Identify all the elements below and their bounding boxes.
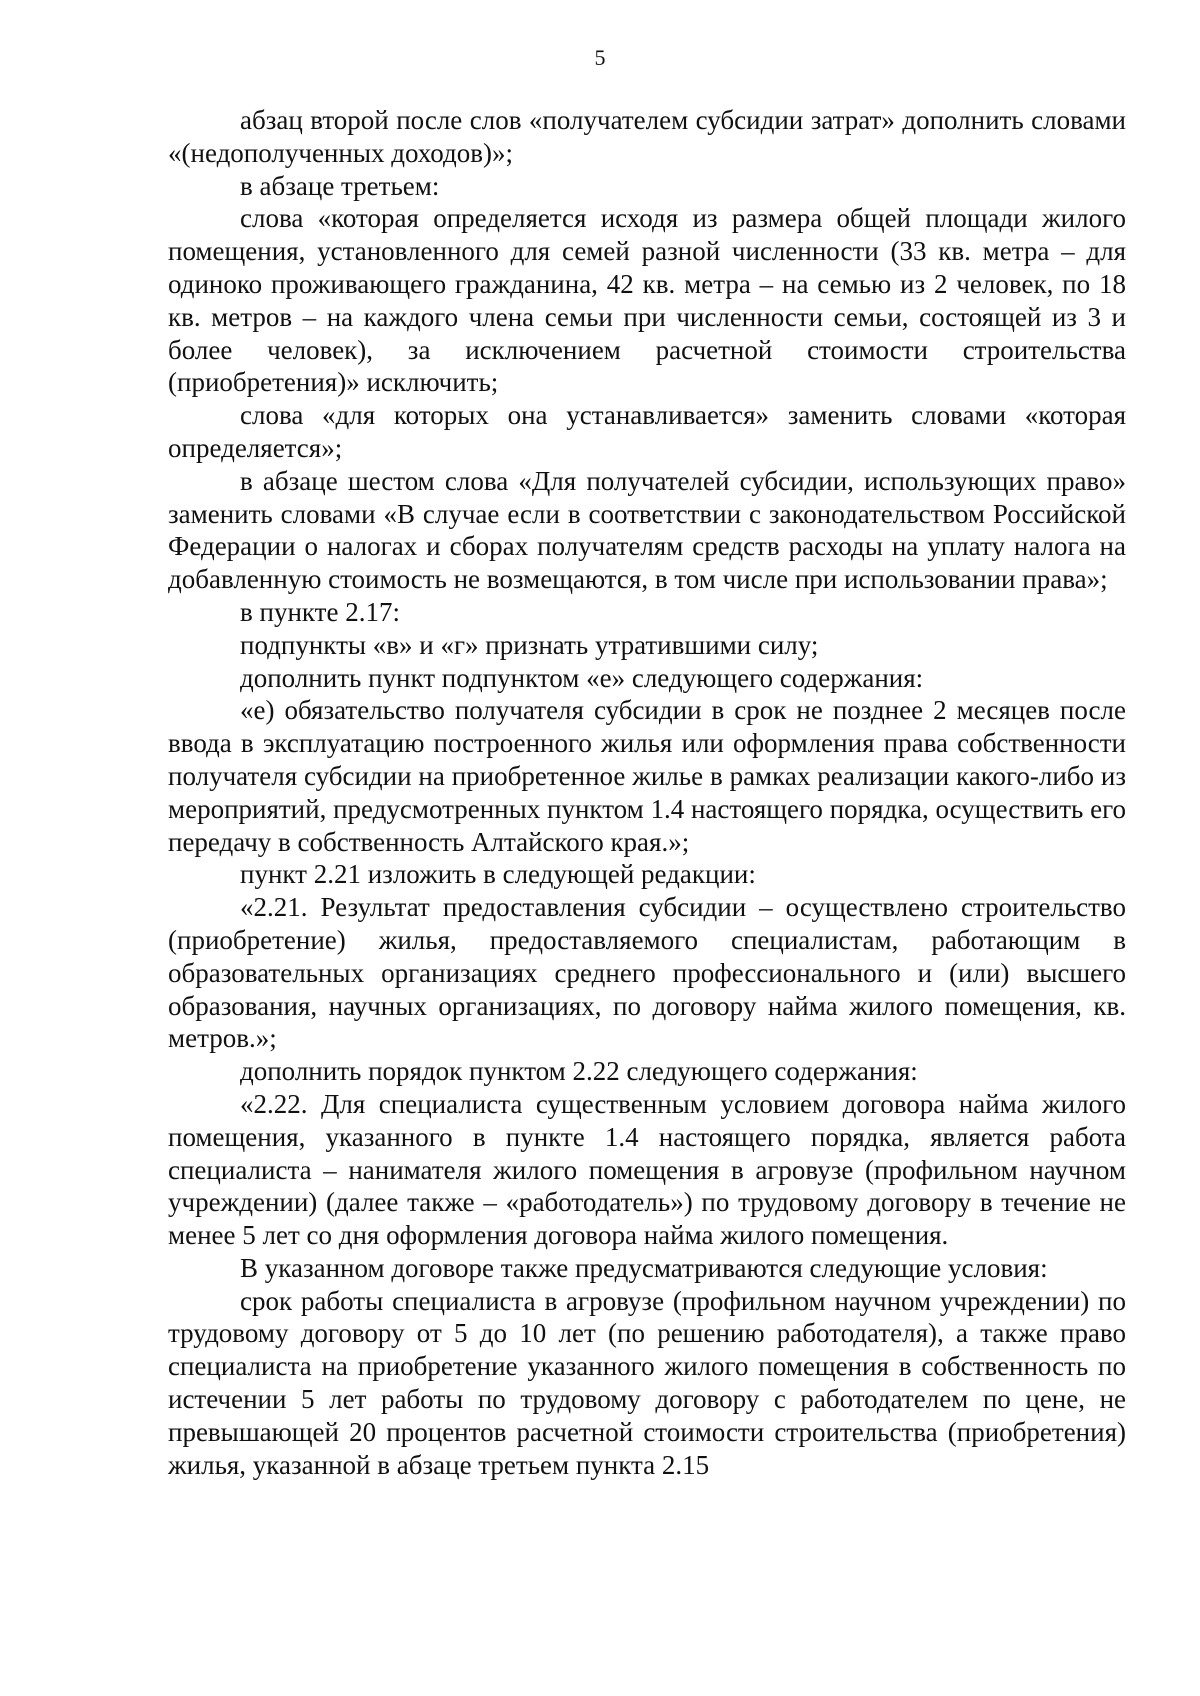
paragraph: в абзаце третьем: — [240, 170, 440, 201]
paragraph: слова «для которых она устанавливается» заменить словами «которая определяется»; — [168, 400, 1126, 463]
page-number: 5 — [594, 45, 606, 70]
paragraph: в абзаце шестом слова «Для получателей субсидии, использующих право» заменить словами «В случае если в соответствии с законодательством Российской Федерации о налогах и сборах получателям средств расходы на уплату налога на добавленную стоимость не возмещаются, в том числе при использовании права»; — [168, 465, 1126, 595]
paragraph: дополнить порядок пунктом 2.22 следующего содержания: — [240, 1056, 918, 1087]
paragraph: дополнить пункт подпунктом «е» следующего содержания: — [240, 662, 924, 693]
paragraph: в пункте 2.17: — [240, 596, 400, 627]
paragraph: слова «которая определяется исходя из размера общей площади жилого помещения, установленного для семей разной численности (33 кв. метра – для одиноко проживающего гражданина, 42 кв. метра – на семью из 2 человек, по 18 кв. метров – на каждого члена семьи при численности семьи, состоящей из 3 и более человек), за исключением расчетной стоимости строительства (приобретения)» исключить; — [168, 203, 1126, 398]
paragraph: В указанном договоре также предусматриваются следующие условия: — [240, 1252, 1048, 1283]
paragraph: «2.22. Для специалиста существенным условием договора найма жилого помещения, указанного в пункте 1.4 настоящего порядка, является работа специалиста – нанимателя жилого помещения в агровузе (профильном научном учреждении) (далее также – «работодатель») по трудовому договору в течение не менее 5 лет со дня оформления договора найма жилого помещения. — [168, 1088, 1126, 1251]
document-body — [168, 104, 1126, 1481]
paragraph: «е) обязательство получателя субсидии в срок не позднее 2 месяцев после ввода в эксплуатацию построенного жилья или оформления права собственности получателя субсидии на приобретенное жилье в рамках реализации какого-либо из мероприятий, предусмотренных пунктом 1.4 настоящего порядка, осуществить его передачу в собственность Алтайского края.»; — [168, 695, 1126, 857]
paragraph: абзац второй после слов «получателем субсидии затрат» дополнить словами «(недополученных доходов)»; — [168, 105, 1126, 168]
paragraph: пункт 2.21 изложить в следующей редакции: — [240, 859, 756, 890]
paragraph: «2.21. Результат предоставления субсидии – осуществлено строительство (приобретение) жилья, предоставляемого специалистам, работающим в образовательных организациях среднего профессионального и (или) высшего образования, научных организациях, по договору найма жилого помещения, кв. метров.»; — [168, 892, 1126, 1054]
paragraph: подпункты «в» и «г» признать утратившими силу; — [240, 629, 819, 660]
paragraph: срок работы специалиста в агровузе (профильном научном учреждении) по трудовому договору от 5 до 10 лет (по решению работодателя), а также право специалиста на приобретение указанного жилого помещения в собственность по истечении 5 лет работы по трудовому договору с работодателем по цене, не превышающей 20 процентов расчетной стоимости строительства (приобретения) жилья, указанной в абзаце третьем пункта 2.15 — [168, 1285, 1126, 1480]
